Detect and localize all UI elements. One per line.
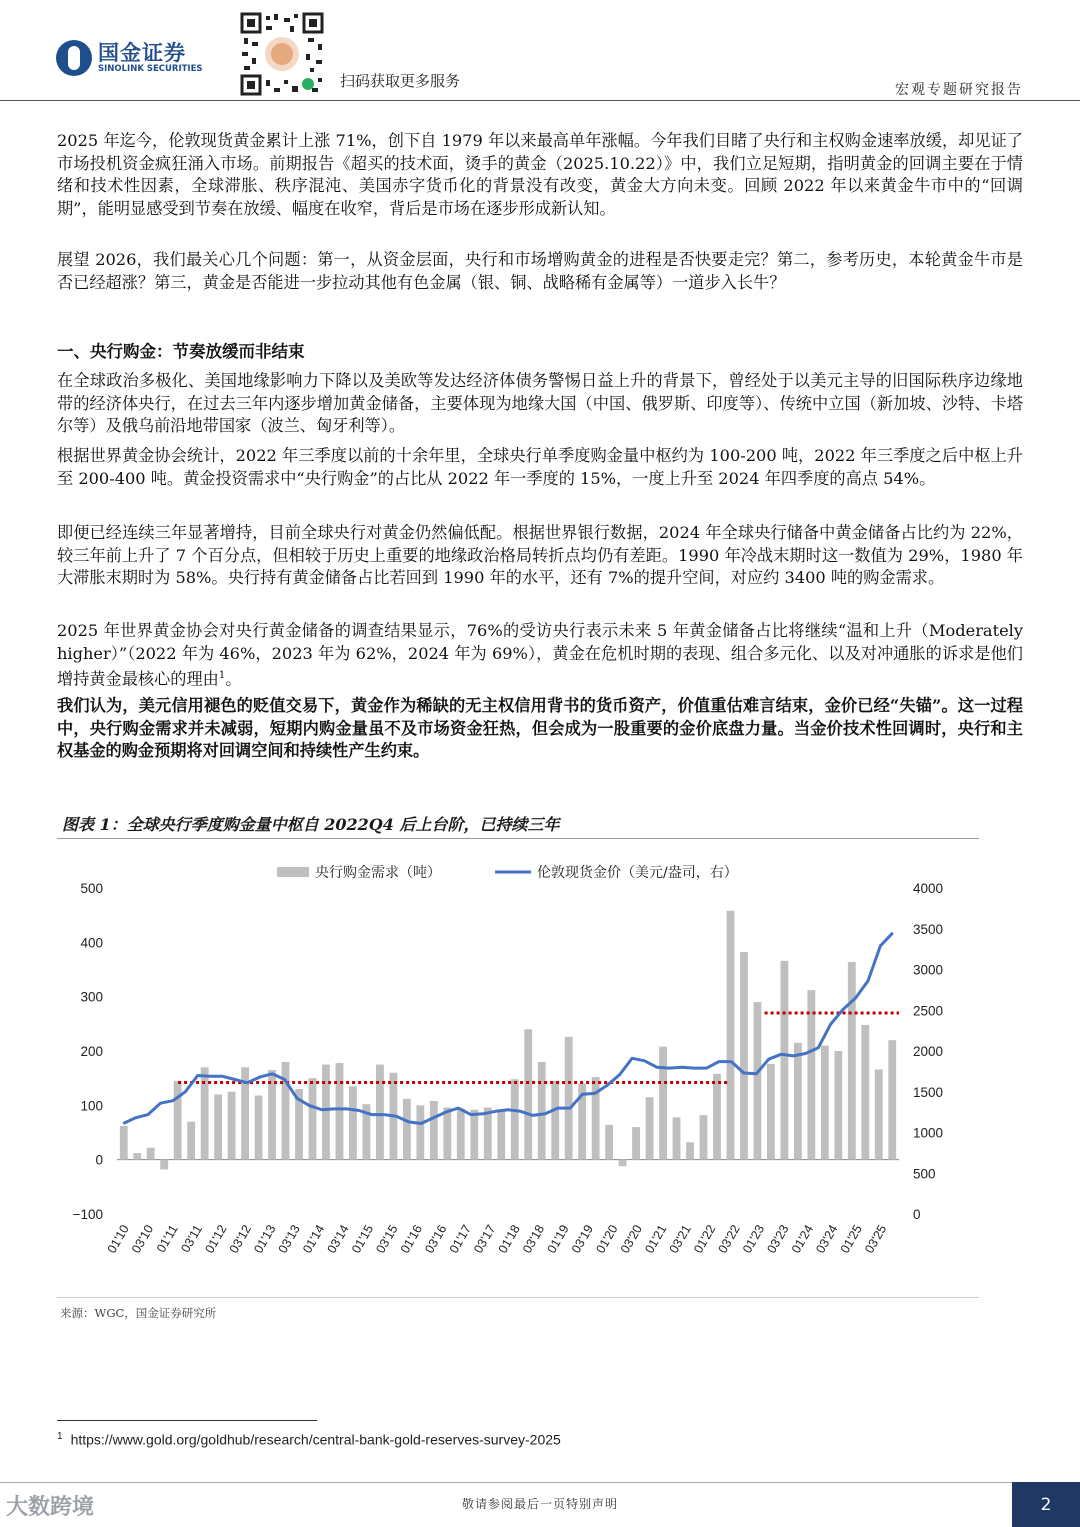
demand-bar <box>848 962 856 1160</box>
logo-mark-icon <box>56 40 92 76</box>
page-number: 2 <box>1012 1482 1080 1527</box>
demand-bar <box>673 1117 681 1159</box>
x-tick-label: 01'14 <box>300 1222 328 1256</box>
paragraph-conclusion: 我们认为，美元信用褪色的贬值交易下，黄金作为稀缺的无主权信用背书的货币资产，价值重估难言结束，金价已经“失锚”。这一过程中，央行购金需求并未减弱，短期内购金量虽不及市场资金狂热，但会成为一股重要的金价底盘力量。当金价技术性回调时，央行和主权基金的购金预期将对回调空间和持续性产生约束。 <box>57 696 1023 761</box>
footnote-divider <box>57 1420 317 1421</box>
x-tick-label: 03'24 <box>813 1222 841 1256</box>
demand-bar <box>228 1092 236 1160</box>
y-left-tick-label: −100 <box>72 1207 103 1222</box>
x-tick-label: 03'10 <box>129 1222 157 1256</box>
demand-bar <box>443 1108 451 1160</box>
demand-bar <box>524 1029 532 1159</box>
paragraph-wgc-stats: 根据世界黄金协会统计，2022 年三季度以前的十余年里，全球央行单季度购金量中枢约为 100-200 吨，2022 年三季度之后中枢上升至 200-400 吨。黄金投资需求中“央行购金”的占比从 2022 年一季度的 15%，一度上升至 2024 年四季度的高点 54%。 <box>57 446 1023 488</box>
x-tick-label: 01'24 <box>788 1222 817 1256</box>
x-tick-label: 03'13 <box>275 1222 303 1256</box>
demand-bar <box>605 1125 613 1160</box>
y-right-tick-label: 0 <box>913 1207 921 1222</box>
x-tick-label: 01'23 <box>739 1222 768 1256</box>
x-tick-label: 01'16 <box>397 1222 426 1256</box>
survey-text-end: 。 <box>225 669 242 689</box>
figure-bottom-divider <box>57 1297 979 1298</box>
y-left-tick-label: 100 <box>80 1098 103 1114</box>
demand-bar <box>740 952 748 1160</box>
x-tick-label: 01'19 <box>544 1222 572 1256</box>
legend-bar-label: 央行购金需求（吨） <box>315 865 441 881</box>
demand-bar <box>834 1051 842 1160</box>
demand-bar <box>659 1047 667 1160</box>
demand-bar <box>754 1002 762 1160</box>
x-tick-label: 03'12 <box>226 1222 255 1256</box>
paragraph-background: 在全球政治多极化、美国地缘影响力下降以及美欧等发达经济体债务警惕日益上升的背景下，曾经处于以美元主导的旧国际秩序边缘地带的经济体央行，在过去三年内逐步增加黄金储备，主要体现为地缘大国（中国、俄罗斯、印度等）、传统中立国（新加坡、沙特、卡塔尔等）及俄乌前沿地带国家（波兰、匈牙利等）。 <box>57 371 1023 436</box>
y-right-tick-label: 2500 <box>913 1003 944 1019</box>
qr-code-icon[interactable] <box>238 10 326 98</box>
demand-bar <box>214 1094 222 1159</box>
y-right-tick-label: 4000 <box>913 881 944 896</box>
paragraph-intro: 2025 年迄今，伦敦现货黄金累计上涨 71%，创下自 1979 年以来最高单年涨幅。今年我们目睹了央行和主权购金速率放缓，却见证了市场投机资金疯狂涌入市场。前期报告《超买的技术面，烫手的黄金（2025.10.22）》中，我们立足短期，指明黄金的回调主要在于情绪和技术性因素，全球滞胀、秩序混沌、美国赤字货币化的背景没有改变，黄金大方向未变。回顾 2022 年以来黄金牛市中的“回调期”，能明显感受到节奏在放缓、幅度在收窄，背后是市场在逐步形成新认知。 <box>57 131 1023 218</box>
scan-prompt: 扫码获取更多服务 <box>340 72 461 90</box>
demand-bar <box>497 1111 505 1160</box>
demand-bar <box>565 1037 573 1160</box>
demand-bar <box>861 1025 869 1160</box>
demand-bar <box>403 1099 411 1160</box>
demand-bar <box>470 1110 478 1160</box>
legend-bar-swatch <box>277 867 309 877</box>
demand-bar <box>700 1115 708 1160</box>
demand-bar <box>457 1109 465 1160</box>
demand-bar <box>821 1046 829 1160</box>
y-right-tick-label: 3000 <box>913 962 944 978</box>
footnote-link[interactable]: https://www.gold.org/goldhub/research/central-bank-gold-reserves-survey-2025 <box>70 1431 561 1448</box>
watermark-logo: 大数跨境 <box>6 1495 95 1520</box>
demand-bar <box>767 1064 775 1160</box>
y-right-tick-label: 1500 <box>913 1084 944 1100</box>
y-left-tick-label: 400 <box>80 935 103 951</box>
x-tick-label: 03'16 <box>422 1222 450 1256</box>
demand-bar <box>646 1097 654 1159</box>
x-tick-label: 01'10 <box>104 1222 132 1256</box>
demand-bar <box>632 1127 640 1160</box>
demand-bar <box>376 1065 384 1160</box>
gold-price-line <box>123 933 893 1124</box>
x-tick-label: 01'15 <box>348 1222 377 1256</box>
x-tick-label: 01'13 <box>251 1222 279 1256</box>
demand-bar <box>147 1148 155 1160</box>
x-tick-label: 01'20 <box>593 1222 621 1256</box>
x-tick-label: 03'22 <box>715 1222 743 1256</box>
demand-bar <box>416 1105 424 1159</box>
x-tick-label: 03'19 <box>568 1222 597 1256</box>
demand-bar <box>780 961 788 1160</box>
x-tick-label: 03'14 <box>324 1222 352 1256</box>
demand-bar <box>511 1079 519 1159</box>
figure-title: 图表 1：全球央行季度购金量中枢自 2022Q4 后上台阶，已持续三年 <box>62 815 560 834</box>
x-tick-label: 01'22 <box>691 1222 719 1256</box>
y-right-tick-label: 3500 <box>913 921 944 937</box>
logo-name-en: SINOLINK SECURITIES <box>98 63 203 74</box>
demand-bar <box>160 1160 168 1170</box>
x-tick-label: 03'17 <box>471 1222 499 1256</box>
demand-bar <box>133 1153 141 1160</box>
gold-chart <box>57 850 979 1290</box>
demand-bar <box>120 1126 128 1160</box>
demand-bar <box>255 1096 263 1160</box>
demand-bar <box>551 1081 559 1160</box>
demand-bar <box>807 990 815 1160</box>
demand-bar <box>187 1122 195 1160</box>
x-tick-label: 03'11 <box>178 1222 206 1255</box>
footnote-number: 1 <box>57 1431 63 1442</box>
header-divider <box>0 100 1080 101</box>
demand-bar <box>174 1081 182 1160</box>
x-tick-label: 01'11 <box>153 1222 181 1255</box>
demand-bar <box>430 1101 438 1160</box>
paragraph-survey <box>57 620 1023 691</box>
footnote-ref[interactable]: 1 <box>218 670 226 682</box>
y-left-tick-label: 500 <box>80 881 103 896</box>
x-tick-label: 01'18 <box>495 1222 523 1256</box>
x-tick-label: 03'18 <box>520 1222 548 1256</box>
demand-bar <box>686 1142 694 1159</box>
demand-bar <box>713 1074 721 1160</box>
y-right-tick-label: 1000 <box>913 1125 944 1141</box>
company-logo <box>56 40 203 76</box>
figure-top-divider <box>57 838 979 839</box>
page-header <box>0 0 1080 102</box>
footnote <box>57 1431 561 1448</box>
y-left-tick-label: 0 <box>95 1152 103 1168</box>
demand-bar <box>875 1069 883 1159</box>
chart-svg <box>57 850 979 1290</box>
x-tick-label: 01'12 <box>202 1222 230 1256</box>
legend-line-label: 伦敦现货金价（美元/盎司，右） <box>537 865 738 881</box>
demand-bar <box>282 1062 290 1160</box>
demand-bar <box>336 1063 344 1160</box>
demand-bar <box>727 911 735 1160</box>
demand-bar <box>322 1065 330 1160</box>
demand-bar <box>794 1043 802 1160</box>
section-heading: 一、央行购金：节奏放缓而非结束 <box>57 342 305 361</box>
x-tick-label: 01'25 <box>837 1222 865 1256</box>
survey-text: 2025 年世界黄金协会对央行黄金储备的调查结果显示，76%的受访央行表示未来 5 年黄金储备占比将继续“温和上升（Moderately higher）”（2022 年为 46%，2023 年为 62%，2024 年为 69%），黄金在危机时期的表现、组合多元化、以及对冲通胀的诉求是他们增持黄金最核心的理由 <box>57 621 1023 689</box>
x-tick-label: 01'21 <box>642 1222 670 1256</box>
x-tick-label: 03'23 <box>764 1222 792 1256</box>
logo-name-cn: 国金证券 <box>98 40 186 65</box>
disclaimer-note: 敬请参阅最后一页特别声明 <box>461 1497 618 1511</box>
x-tick-label: 03'15 <box>373 1222 401 1256</box>
footer-divider <box>0 1482 1080 1483</box>
x-tick-label: 03'20 <box>617 1222 646 1256</box>
demand-bar <box>309 1078 317 1160</box>
paragraph-outlook: 展望 2026，我们最关心几个问题：第一，从资金层面，央行和市场增购黄金的进程是否快要走完？第二，参考历史，本轮黄金牛市是否已经超涨？第三，黄金是否能进一步拉动其他有色金属（银、铜、战略稀有金属等）一道步入长牛？ <box>57 250 1023 292</box>
x-tick-label: 03'21 <box>666 1222 694 1256</box>
demand-bar <box>484 1108 492 1160</box>
paragraph-underweight: 即便已经连续三年显著增持，目前全球央行对黄金仍然偏低配。根据世界银行数据，2024 年全球央行储备中黄金储备占比约为 22%，较三年前上升了 7 个百分点，但相较于历史上重要的地缘政治格局转折点均仍有差距。1990 年冷战末期时这一数值为 29%，1980 年大滞胀末期时为 58%。央行持有黄金储备占比若回到 1990 年的水平，还有 7%的提升空间，对应约 3400 吨的购金需求。 <box>57 523 1023 588</box>
report-type-label: 宏观专题研究报告 <box>895 82 1023 98</box>
x-tick-label: 03'25 <box>862 1222 890 1256</box>
y-left-tick-label: 300 <box>80 989 103 1005</box>
demand-bar <box>888 1040 896 1160</box>
y-right-tick-label: 2000 <box>913 1044 944 1059</box>
figure-source: 来源：WGC，国金证券研究所 <box>60 1306 217 1320</box>
demand-bar <box>349 1086 357 1159</box>
x-tick-label: 01'17 <box>446 1222 474 1256</box>
demand-bar <box>619 1160 627 1167</box>
y-left-tick-label: 200 <box>80 1044 103 1059</box>
y-right-tick-label: 500 <box>913 1166 936 1182</box>
demand-bar <box>538 1062 546 1160</box>
